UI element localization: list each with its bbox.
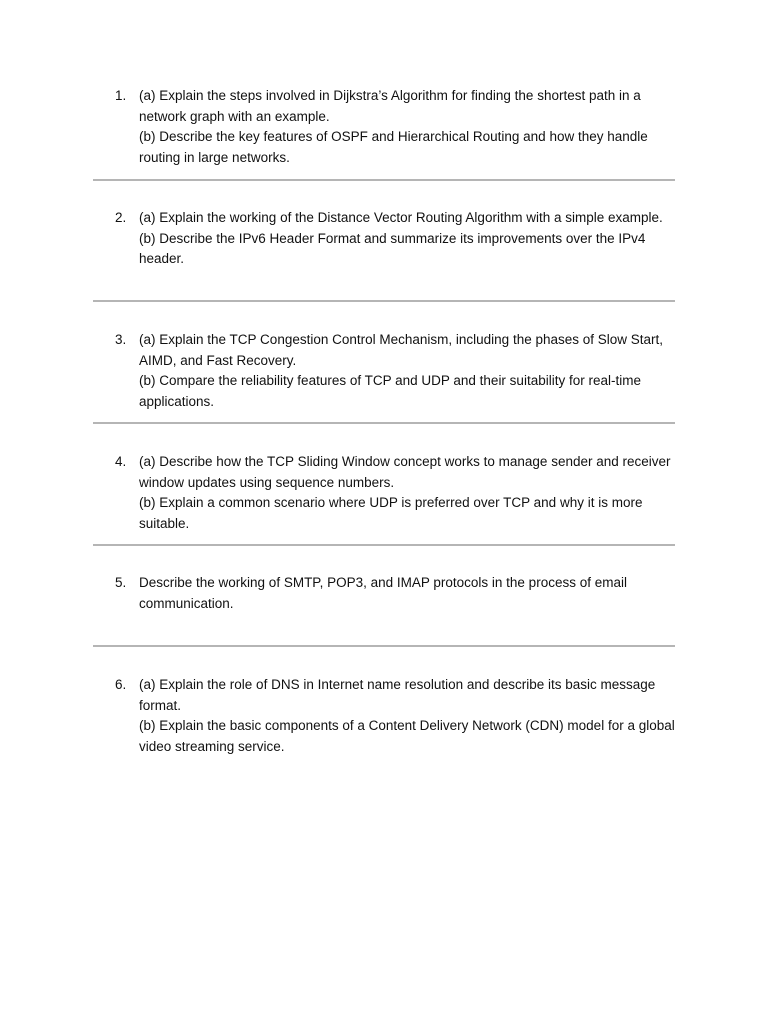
question-text [139,675,675,757]
question-text [139,208,675,270]
question-part-b: (b) Explain the basic components of a Content Delivery Network (CDN) model for a global video streaming service. [139,718,675,754]
question-part-a: (a) Explain the TCP Congestion Control Mechanism, including the phases of Slow Start, AIMD, and Fast Recovery. [139,332,664,368]
question-number: 6. [115,677,127,692]
question-text [139,452,675,534]
question-number: 1. [115,88,127,103]
question-part-b: (b) Compare the reliability features of TCP and UDP and their suitability for real-time applications. [139,373,641,409]
divider [93,645,675,647]
divider [93,544,675,546]
question-part-b: (b) Describe the IPv6 Header Format and summarize its improvements over the IPv4 header. [139,230,646,266]
question-number: 5. [115,575,127,590]
question-part-b: (b) Explain a common scenario where UDP is preferred over TCP and why it is more suitable. [139,495,643,531]
question-part-a: (a) Explain the role of DNS in Internet name resolution and describe its basic message format. [139,677,656,713]
question-part-b: (b) Describe the key features of OSPF and Hierarchical Routing and how they handle routing in large networks. [139,129,648,165]
question-number: 2. [115,210,127,225]
divider [93,179,675,181]
question-part-a: (a) Explain the working of the Distance Vector Routing Algorithm with a simple example. [139,210,663,225]
question-text [139,330,675,412]
question-part-a: (a) Describe how the TCP Sliding Window concept works to manage sender and receiver window updates using sequence numbers. [139,454,671,490]
question-number: 4. [115,454,127,469]
question-text [139,86,675,168]
question-part-a: (a) Explain the steps involved in Dijkstra’s Algorithm for finding the shortest path in a network graph with an example. [139,88,641,124]
question-part: Describe the working of SMTP, POP3, and IMAP protocols in the process of email communication. [139,575,627,611]
divider [93,300,675,302]
question-number: 3. [115,332,127,347]
divider [93,422,675,424]
question-text [139,573,675,614]
